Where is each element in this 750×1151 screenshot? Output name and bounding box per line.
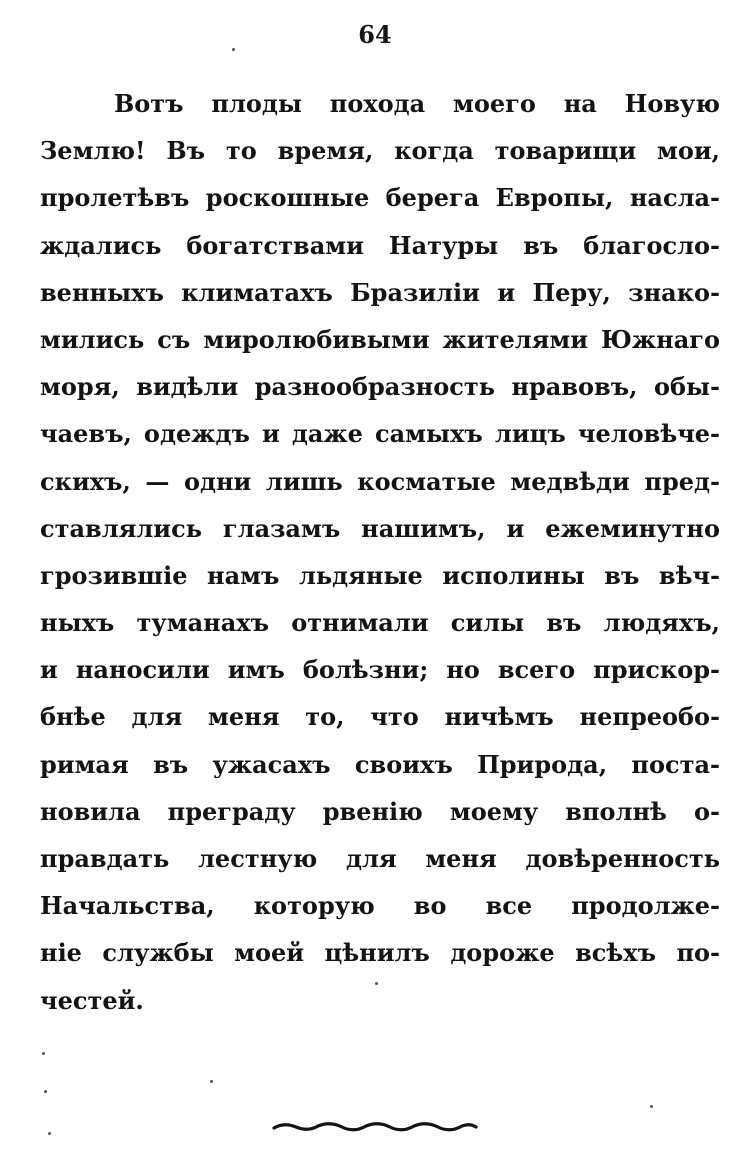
paper-speck [650,1105,653,1108]
text-line: и наносили имъ болѣзни; но всего прискор- [40,655,720,685]
paper-speck [42,1052,45,1055]
text-line: честей. [40,985,144,1015]
text-line: ніе службы моей цѣнилъ дороже всѣхъ по- [40,938,720,968]
paper-speck [48,1132,51,1135]
text-line: Начальства, которую во все продолже- [40,891,720,921]
text-line: ждались богатствами Натуры въ благосло- [40,230,720,260]
text-line: моря, видѣли разнообразность нравовъ, обы- [40,372,720,402]
body-text [40,80,720,1024]
text-line: чаевъ, одеждъ и даже самыхъ лицъ человѣче- [40,419,720,449]
text-line: мились съ миролюбивыми жителями Южнаго [40,324,720,354]
page-number: 64 [358,20,392,49]
text-line: Вотъ плоды похода моего на Новую [114,89,720,118]
paper-speck [44,1090,47,1093]
text-line: ставлялись глазамъ нашимъ, и ежеминутно [40,513,720,543]
text-line: ныхъ туманахъ отнимали силы въ людяхъ, [40,608,720,638]
text-line: пролетѣвъ роскошные берега Европы, насла- [40,183,720,213]
text-line: правдать лестную для меня довѣренность [40,844,720,873]
paper-speck [375,982,378,985]
text-line: бнѣе для меня то, что ничѣмъ непреобо- [40,702,720,732]
ornament-rule-icon [270,1118,480,1134]
paper-speck [210,1080,213,1083]
text-line: Землю! Въ то время, когда товарищи мои, [40,136,720,166]
text-line: новила преграду рвенію моему вполнѣ о- [40,796,720,826]
text-line: венныхъ климатахъ Бразиліи и Перу, знако- [40,277,720,307]
text-line: грозившіе намъ льдяные исполины въ вѣч- [40,560,720,590]
paper-speck [232,48,235,51]
text-line: римая въ ужасахъ своихъ Природа, поста- [40,749,720,779]
text-line: скихъ, — одни лишь косматые медвѣди пред- [40,466,720,496]
